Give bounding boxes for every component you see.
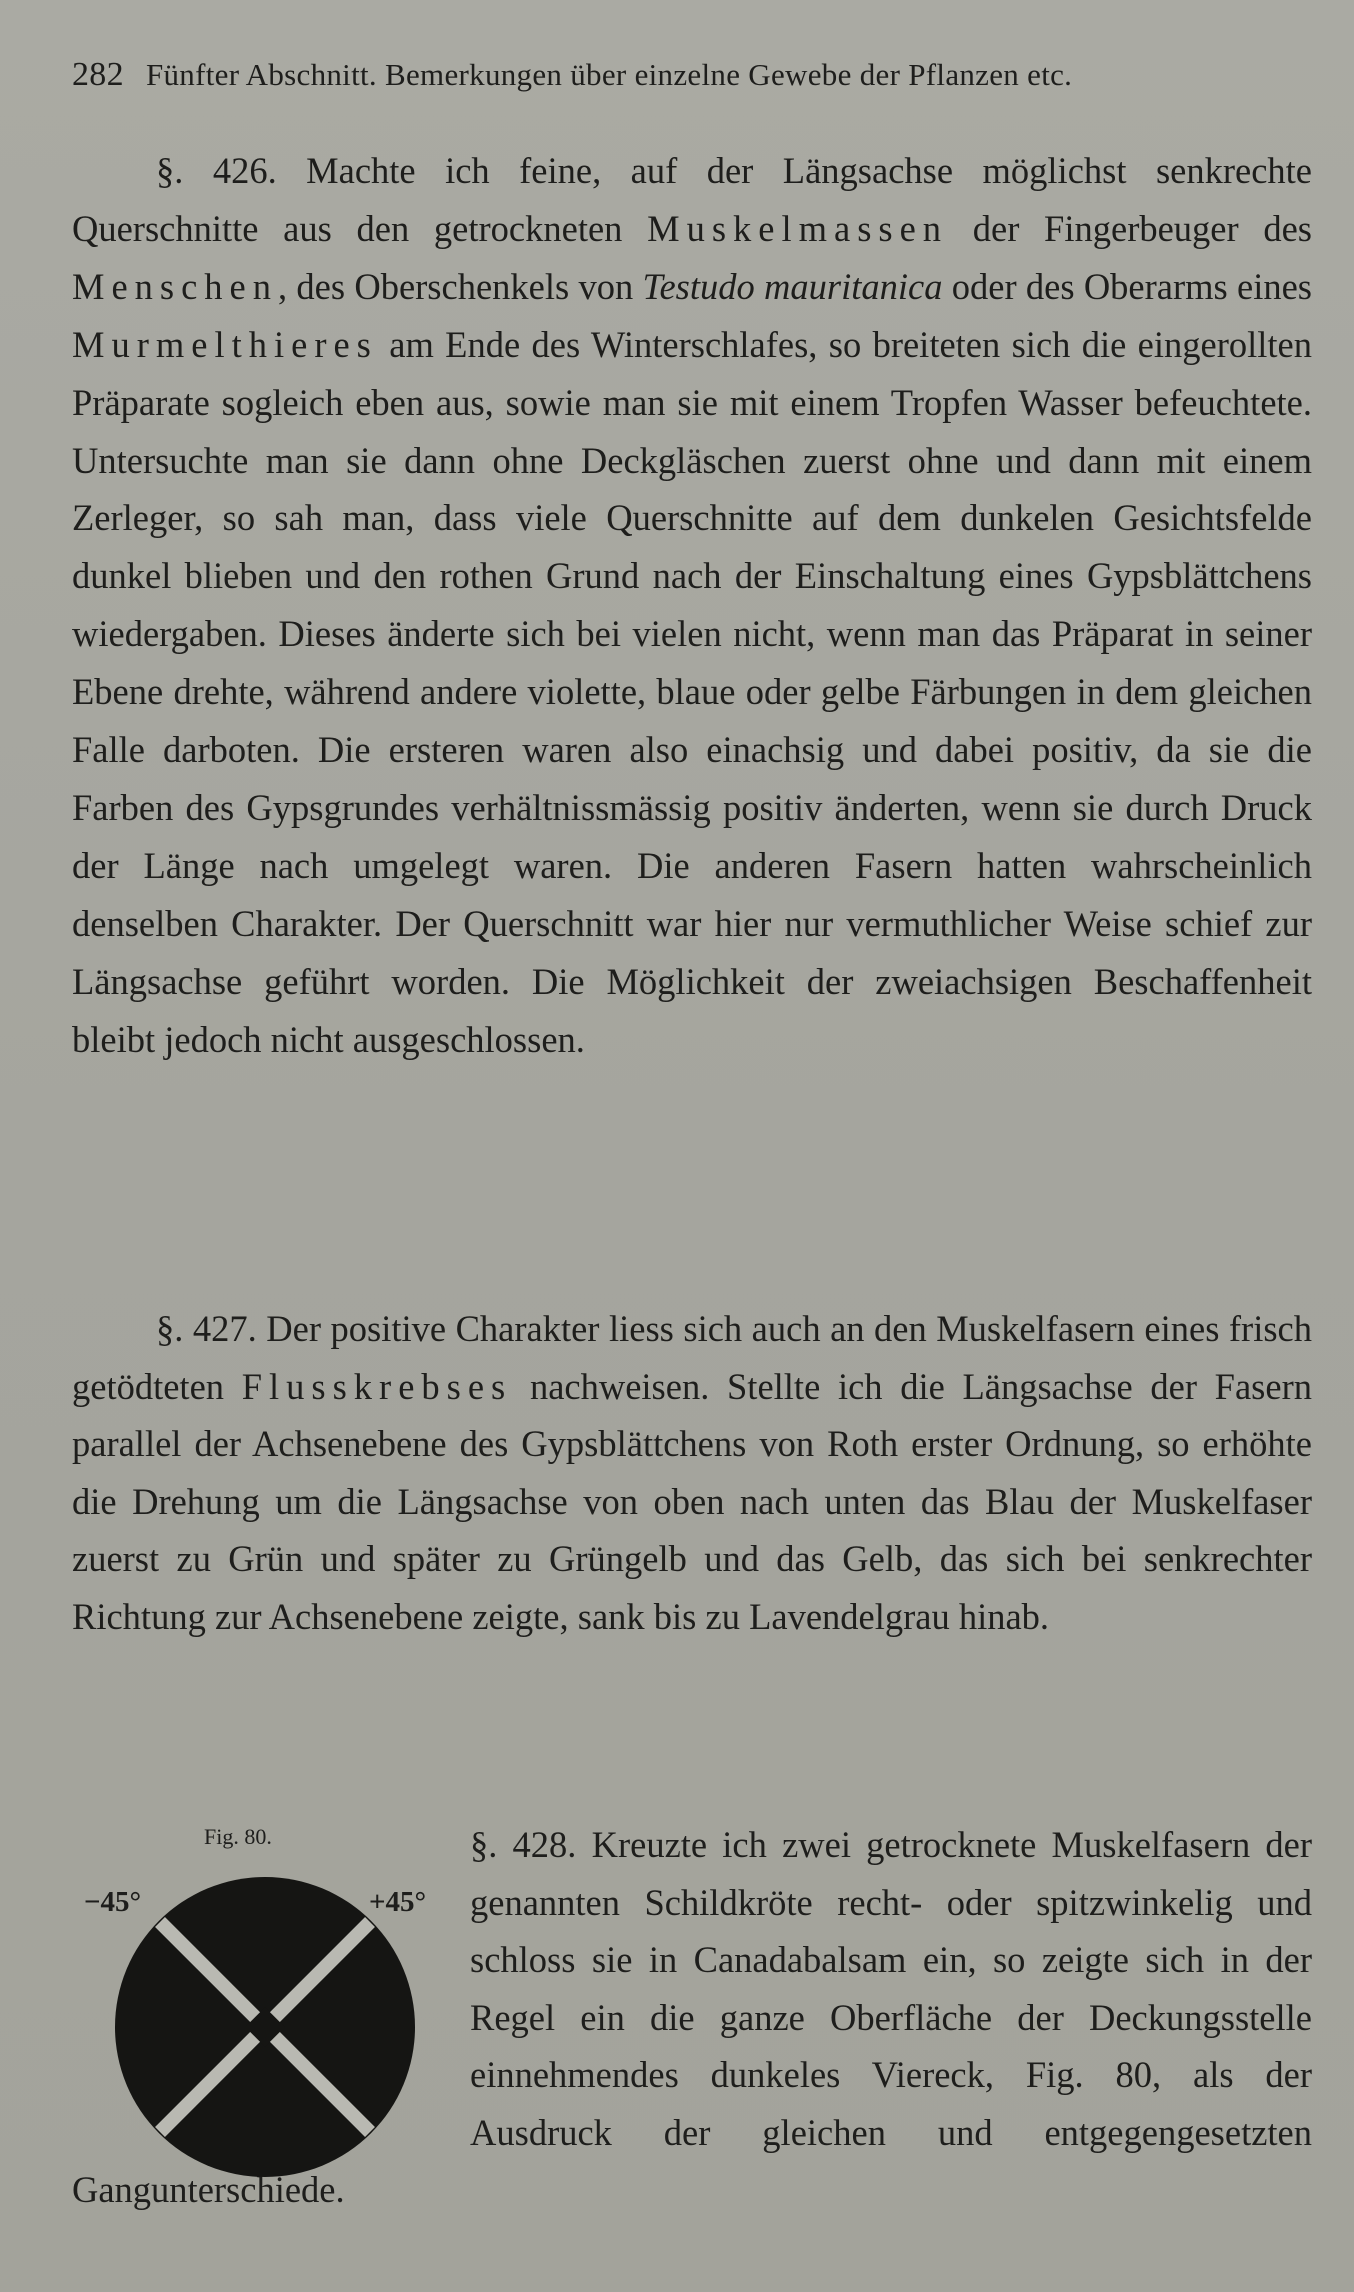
spaced-term: Muskelmassen: [647, 207, 949, 249]
angle-label-minus-45: −45°: [84, 1886, 142, 1918]
spaced-term: Murmelthieres: [72, 323, 378, 365]
spaced-term: Menschen: [72, 265, 279, 307]
text-run: Kreuzte ich zwei getrocknete Muskelfasern der genannten Schildkröte recht- oder spitzwinkelig und schloss sie in Canadabalsam ein, so zeigte sich in der Regel ein die ganze Oberfläche der Deckungsstelle einnehmendes dunkeles Viereck, Fig. 80, als der Ausdruck der gleichen und entgegengesetzten Gangunterschiede.: [72, 1824, 1313, 2210]
section-number-428: §. 428.: [470, 1824, 577, 1865]
running-header: [72, 56, 1312, 94]
text-run: Machte ich feine, auf der Längsachse möglichst senkrechte Querschnitte aus den getrockneten: [72, 150, 1312, 249]
spaced-term: Flusskrebses: [241, 1365, 513, 1407]
text-run: nachweisen. Stellte ich die Längsachse der Fasern parallel der Achsenebene des Gypsblättchens von Roth erster Ordnung, so erhöhte die Drehung um die Längsachse von oben nach unten das Blau der Muskelfaser zuerst zu Grün und später zu Grüngelb und das Gelb, das sich bei senkrechter Richtung zur Achsenebene zeigte, sank bis zu Lavendelgrau hinab.: [72, 1365, 1312, 1637]
page-number: 282: [72, 56, 124, 93]
running-title: Fünfter Abschnitt. Bemerkungen über einzelne Gewebe der Pflanzen etc.: [145, 57, 1073, 92]
section-number-427: §. 427.: [156, 1308, 257, 1349]
text-run: der Fingerbeuger des: [948, 207, 1312, 249]
text-run: Der positive Charakter liess sich auch an den Muskelfasern eines frisch getödteten: [72, 1308, 1313, 1407]
species-name: Testudo mauritanica: [642, 265, 943, 307]
paragraph-427: [72, 1300, 1312, 1645]
crossed-fibers-diagram: [110, 1872, 420, 2182]
section-number-426: §. 426.: [156, 150, 277, 191]
figure-80: [80, 1820, 460, 2180]
text-run: oder des Oberarms eines: [942, 265, 1313, 307]
paragraph-426: [72, 142, 1312, 1069]
angle-label-plus-45: +45°: [369, 1886, 427, 1918]
text-run: , des Oberschenkels von: [278, 265, 643, 307]
text-run: am Ende des Winterschlafes, so breiteten sich die eingerollten Präparate sogleich eben aus, sowie man sie mit einem Tropfen Wasser befeuchtete. Untersuchte man sie dann ohne Deckgläschen zuerst ohne und dann mit einem Zerleger, so sah man, dass viele Querschnitte auf dem dunkelen Gesichtsfelde dunkel blieben und den rothen Grund nach der Einschaltung eines Gypsblättchens wiedergaben. Dieses änderte sich bei vielen nicht, wenn man das Präparat in seiner Ebene drehte, während andere violette, blaue oder gelbe Färbungen in dem gleichen Falle darboten. Die ersteren waren also einachsig und dabei positiv, da sie die Farben des Gypsgrundes verhältnissmässig positiv änderten, wenn sie durch Druck der Länge nach umgelegt waren. Die anderen Fasern hatten wahrscheinlich denselben Charakter. Der Querschnitt war hier nur vermuthlicher Weise schief zur Längsachse geführt worden. Die Möglichkeit der zweiachsigen Beschaffenheit bleibt jedoch nicht ausgeschlossen.: [72, 323, 1312, 1060]
figure-caption: Fig. 80.: [204, 1824, 272, 1849]
